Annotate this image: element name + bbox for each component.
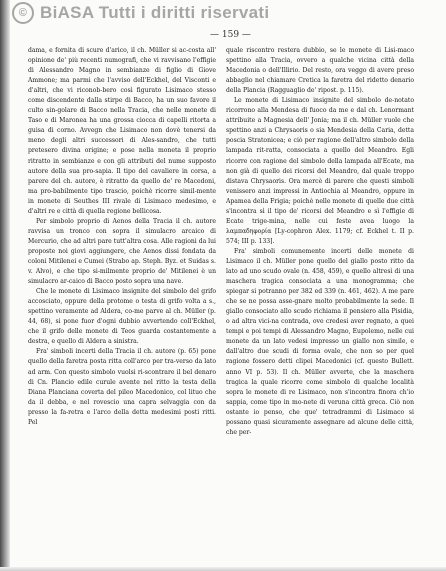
right-column — [226, 46, 414, 438]
page-bottom-edge — [0, 567, 446, 571]
paragraph: Per simbolo proprio di Aenos della Tracia il ch. autore ravvisa un tronco con sopra il simulacro arcaico di Mercurio, che ad altri pare tutt'altra cosa. Alle ragioni da lui proposte noi giovi aggiungere, che Aenos dissi fondata da coloni Mitilenei e Cumei (Strabo ap. Steph. Byz. et Suidas s. v. Alvo), e che tipo si-milmente proprio de' Mitilenei è un simulacro ar-caico di Bacco posto sopra una nave. — [28, 217, 216, 286]
paragraph: dama, e fornita di scure d'arico, il ch. Müller si ac-costa all' opinione de' più recenti numografi, che vi ravvisano l'effigie di Alessandro Magno in sembianze di figlio di Giove Ammone; ma parmi che l'avviso dell'Eckhel, del Visconti e d'altri, che vi riconob-bero così figurato Lisimaco stesso come discendente dalla stirpe di Bacco, ha un suo favore il culto sin-golare di Bacco nella Tracia, che nelle monete di Taso e di Maronea ha una grossa ciocca di capelli ritorta a guisa di corno. Avvegn che Lisimaco non dovè tenersi da meno degli altri successori di Ales-sandro, che tutti pretesero divina origine; e pose nella moneta il proprio ritratto in sembianze e con gli attributi del nume supposto autore della sua pro-sapia. Il tipo del cavaliere in corsa, a parere del ch. autore, è ritratto da quello de' re Macedoni, ma pro-babilmente tipo trascio, poichè ricorre simil-mente in monete di Seuthes III rivale di Lisimaco medesimo, e d'altri re e città di quella regione bellicosa. — [28, 47, 216, 215]
left-column — [28, 46, 216, 428]
page-number: — 159 — — [210, 30, 251, 40]
paragraph: Fra' simboli comunemente incerti delle monete di Lisimaco il ch. Müller pone quello del giallo posto ritto da lato ad uno scudo ovale (n. 458, 459), e quello altresì di una maschera tragica consociata a una monogramma; che spiegar si potranno per 382 ed 339 (n. 461, 462). A me pare che se ne possa asse-gnare molto probabilmente la sede. Il giallo consociato allo scudo richiama il pensiero alla Pisidia, o ad altra vici-na contrada, ove credesi aver regnato, a quei tempi e poi tempi di Alessandro Magno, Eupolemo, nelle cui monete da un lato vedesi impresso un giallo non simile, e dall'altro due scudi di forma ovale, che non so per quel ragione fossero detti clipei Macedonici (cf. questo Bullett. anno VI p. 53). Il ch. Müller avverte, che la maschera tragica la quale ricorre come simbolo di qualche località sopra le monete di re Lisimaco, non s'incontra finora ch'io sappia, come tipo in mo-nete di veruna città greca. Ciò non ostante io penso, che que' tetradrammi di Lisimaco si possano quasi sicuramente assegnare ad alcune delle città, che per- — [226, 247, 414, 436]
paragraph: quale riscontro restera dubbio, se le monete di Lisi-maco spettino alla Tracia, ovvero a qualche vicina città della Macedonia o dell'Illirio. Del resto, ora veggo di avere preso abbaglio nel chiamare Cretica la faretra del ridetto denario della Plancia (Ragguaglio de' ripost. p. 115). — [226, 47, 414, 95]
book-spine-shadow — [0, 0, 10, 571]
paragraph: Le monete di Lisimaco insignite del simbolo de-notato ricorrono alla Mendesa di fuoco da me e dal ch. Lenormant attribuite a Magnesia dell' Jonia; ma il ch. Müller vuole che spettino anzi a Chrysaoris o sia Mendesia della Caria, detta poscia Stratonicea; e ciò per ragione dell'altro simbolo della lampada rit-ratta, consociata a quello del Meandro. Egli ricorre con ragione del simbolo della lampada all'Ecate, ma non già di quello dei ricorsi del Meandro, dal quale troppo distava Chrysaoris. Ora mercè di parere che questi simboli venissero anzi impressi in Antiochia al Meandro, oppure in Apamea della Frigia; poichè nelle monete di quelle due città s'incontra sì il tipo de' ricorsi del Meandro e sì l'effigie di Ecate trige-mina, nelle cui feste avea luogo la λαμπαδηφορία [Ly-cophron Alex. 1179; cf. Eckhel t. II p. 574; III p. 133]. — [226, 97, 414, 245]
watermark-text: BiASA Tutti i diritti riservati — [40, 3, 270, 22]
copyright-icon: © — [12, 2, 34, 24]
paragraph: Che le monete di Lisimaco insignite del simbolo del grifo accosciato, oppure della protome o testa di grifo volta a s., spettino veramente ad Aldera, co-me parve al ch. Müller (p. 44, 68), si pone fuor d'ogni dubbio avvertendo coll'Eckhel, che il grifo delle monete di Teos guarda costantemente a destra, e quello di Aldera a sinistra. — [28, 288, 216, 346]
paragraph: Fra' simboli incerti della Tracia il ch. autore (p. 65) pone quello della faretra posta ritta coll'arco per tra-verso da lato ad arm. Con questo simbolo vuolsi ri-scontrare il bel denaro di Cn. Plancio edile curule avente nel ritto la testa della Diana Planciana coverta del pileo Macedonico, col lituo che da il debba, e nel rovescio una capra selvaggia con da presso la fa-retra e l'arco della detta medesimi posti ritti. Pel — [28, 348, 216, 426]
watermark — [12, 1, 432, 25]
